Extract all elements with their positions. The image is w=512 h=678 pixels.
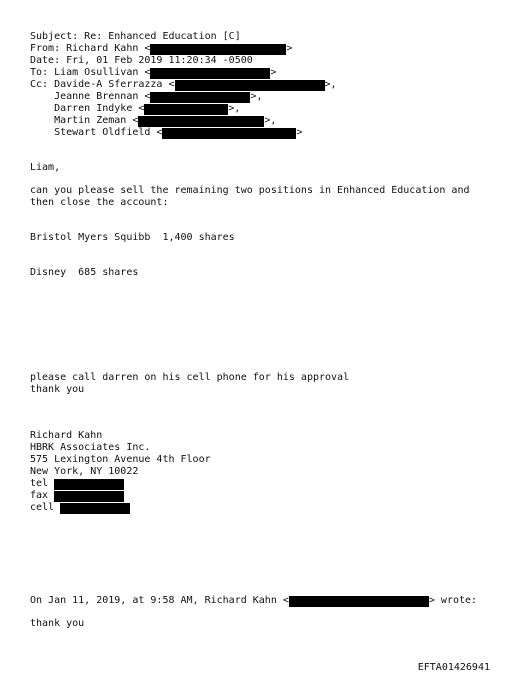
quoted-text bbox=[30, 618, 84, 630]
quoted-intro-end: > wrote: bbox=[428, 595, 478, 606]
cc5-end: > bbox=[296, 127, 303, 138]
cc-line-2 bbox=[30, 91, 262, 103]
signature-address-1-text: 575 Lexington Avenue 4th Floor bbox=[30, 454, 211, 465]
tel-label: tel bbox=[30, 478, 49, 489]
redaction-block bbox=[150, 44, 286, 55]
fax-label: fax bbox=[30, 490, 49, 501]
signature-fax bbox=[30, 490, 124, 502]
cc-line-3 bbox=[30, 103, 240, 115]
request-line-2 bbox=[30, 197, 168, 209]
cc5-label: Stewart Oldfield < bbox=[30, 127, 163, 138]
subject-text: Subject: Re: Enhanced Education [C] bbox=[30, 31, 241, 42]
redaction-block bbox=[144, 104, 228, 115]
cc-line-5 bbox=[30, 127, 302, 139]
cc-line-4 bbox=[30, 115, 276, 127]
cc-label: Cc: Davide-A Sferrazza < bbox=[30, 79, 175, 90]
cc2-label: Jeanne Brennan < bbox=[30, 91, 151, 102]
greeting bbox=[30, 162, 60, 174]
subject-line bbox=[30, 31, 241, 43]
signature-address-2 bbox=[30, 466, 138, 478]
request-text-2: then close the account: bbox=[30, 197, 169, 208]
redaction-block bbox=[138, 116, 264, 127]
to-end: > bbox=[270, 67, 277, 78]
cc4-end: >, bbox=[264, 115, 277, 126]
cell-label: cell bbox=[30, 502, 55, 513]
request-line-1 bbox=[30, 185, 470, 197]
signature-address-2-text: New York, NY 10022 bbox=[30, 466, 139, 477]
quoted-intro bbox=[30, 595, 477, 607]
bates-number: EFTA01426941 bbox=[417, 662, 490, 673]
signature-address-1 bbox=[30, 454, 211, 466]
from-line bbox=[30, 43, 292, 55]
instruction-text-2: thank you bbox=[30, 384, 85, 395]
signature-company-text: HBRK Associates Inc. bbox=[30, 442, 151, 453]
from-end: > bbox=[286, 43, 293, 54]
redaction-block bbox=[289, 596, 429, 607]
date-line bbox=[30, 55, 253, 67]
signature-name bbox=[30, 430, 102, 442]
cc2-end: >, bbox=[250, 91, 263, 102]
to-line bbox=[30, 67, 276, 79]
instruction-line-1 bbox=[30, 372, 349, 384]
instruction-line-2 bbox=[30, 384, 84, 396]
redaction-block bbox=[162, 128, 296, 139]
redaction-block bbox=[54, 491, 124, 502]
signature-name-text: Richard Kahn bbox=[30, 430, 103, 441]
quoted-text-content: thank you bbox=[30, 618, 85, 629]
cc-end: >, bbox=[324, 79, 337, 90]
instruction-text-1: please call darren on his cell phone for his approval bbox=[30, 372, 350, 383]
position-text-1: Bristol Myers Squibb 1,400 shares bbox=[30, 232, 235, 243]
from-label: From: Richard Kahn < bbox=[30, 43, 151, 54]
redaction-block bbox=[150, 68, 270, 79]
signature-tel bbox=[30, 478, 124, 490]
greeting-text: Liam, bbox=[30, 162, 61, 173]
to-label: To: Liam Osullivan < bbox=[30, 67, 151, 78]
redaction-block bbox=[54, 479, 124, 490]
redaction-block bbox=[150, 92, 250, 103]
position-line-1 bbox=[30, 232, 235, 244]
signature-company bbox=[30, 442, 150, 454]
cc-line bbox=[30, 79, 337, 91]
quoted-intro-label: On Jan 11, 2019, at 9:58 AM, Richard Kahn < bbox=[30, 595, 289, 606]
position-line-2 bbox=[30, 267, 138, 279]
signature-cell bbox=[30, 502, 130, 514]
redaction-block bbox=[60, 503, 130, 514]
cc3-end: >, bbox=[228, 103, 241, 114]
cc3-label: Darren Indyke < bbox=[30, 103, 145, 114]
date-text: Date: Fri, 01 Feb 2019 11:20:34 -0500 bbox=[30, 55, 253, 66]
request-text-1: can you please sell the remaining two positions in Enhanced Education and bbox=[30, 185, 470, 196]
redaction-block bbox=[175, 80, 325, 91]
position-text-2: Disney 685 shares bbox=[30, 267, 139, 278]
cc4-label: Martin Zeman < bbox=[30, 115, 139, 126]
